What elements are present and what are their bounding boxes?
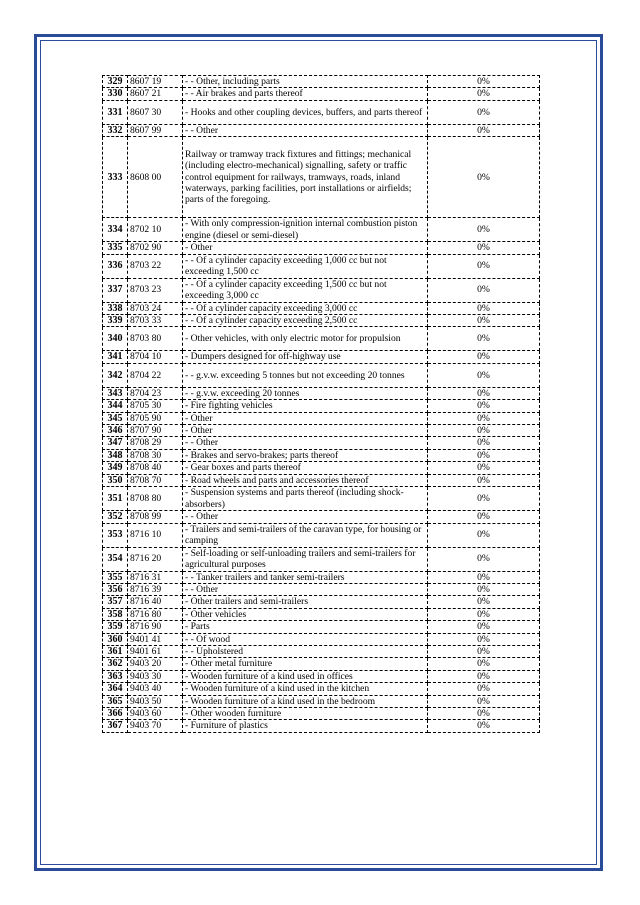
tariff-rate: 0% (428, 583, 540, 595)
row-number: 355 (103, 571, 128, 583)
table-row (103, 449, 540, 461)
row-number: 349 (103, 462, 128, 474)
table-row (103, 76, 540, 88)
goods-description: - - Air brakes and parts thereof (183, 88, 428, 100)
tariff-rate: 0% (428, 76, 540, 88)
row-number: 344 (103, 400, 128, 412)
hs-code: 8703 33 (128, 315, 183, 327)
hs-code: 8708 70 (128, 474, 183, 486)
tariff-rate: 0% (428, 387, 540, 399)
row-number: 334 (103, 218, 128, 242)
goods-description: - - Tanker trailers and tanker semi-trailers (183, 571, 428, 583)
table-row (103, 633, 540, 645)
table-row (103, 695, 540, 707)
goods-description: - Wooden furniture of a kind used in the kitchen (183, 683, 428, 695)
row-number: 350 (103, 474, 128, 486)
goods-description: - Wooden furniture of a kind used in offices (183, 670, 428, 682)
tariff-rate: 0% (428, 351, 540, 363)
hs-code: 8703 22 (128, 254, 183, 278)
row-number: 336 (103, 254, 128, 278)
hs-code: 8708 30 (128, 449, 183, 461)
row-number: 335 (103, 242, 128, 254)
goods-description: - Suspension systems and parts thereof (including shock-absorbers) (183, 487, 428, 511)
row-number: 342 (103, 363, 128, 387)
goods-description: - Other vehicles, with only electric motor for propulsion (183, 327, 428, 351)
tariff-rate: 0% (428, 571, 540, 583)
goods-description: - - Other (183, 583, 428, 595)
tariff-rate: 0% (428, 425, 540, 437)
row-number: 331 (103, 100, 128, 124)
table-row (103, 437, 540, 449)
goods-description: - Other (183, 242, 428, 254)
hs-code: 9403 30 (128, 670, 183, 682)
table-row (103, 487, 540, 511)
tariff-rate: 0% (428, 658, 540, 670)
table-row (103, 315, 540, 327)
row-number: 359 (103, 621, 128, 633)
goods-description: - Other wooden furniture (183, 707, 428, 719)
row-number: 362 (103, 658, 128, 670)
tariff-rate: 0% (428, 511, 540, 523)
goods-description: - - Other (183, 124, 428, 136)
goods-description: - - Of a cylinder capacity exceeding 1,500 cc but not exceeding 3,000 cc (183, 278, 428, 302)
table-row (103, 608, 540, 620)
hs-code: 8704 10 (128, 351, 183, 363)
tariff-rate: 0% (428, 720, 540, 732)
table-row (103, 583, 540, 595)
goods-description: - Gear boxes and parts thereof (183, 462, 428, 474)
goods-description: - - Other (183, 437, 428, 449)
hs-code: 9403 20 (128, 658, 183, 670)
tariff-rate: 0% (428, 670, 540, 682)
goods-description: - Fire fighting vehicles (183, 400, 428, 412)
table-row (103, 658, 540, 670)
goods-description: - - Of a cylinder capacity exceeding 1,000 cc but not exceeding 1,500 cc (183, 254, 428, 278)
row-number: 332 (103, 124, 128, 136)
hs-code: 8708 80 (128, 487, 183, 511)
hs-code: 8704 23 (128, 387, 183, 399)
table-row (103, 137, 540, 218)
table-row (103, 412, 540, 424)
tariff-rate: 0% (428, 547, 540, 571)
table-row (103, 218, 540, 242)
table-row (103, 242, 540, 254)
table-row (103, 387, 540, 399)
hs-code: 8708 40 (128, 462, 183, 474)
tariff-rate: 0% (428, 278, 540, 302)
tariff-rate: 0% (428, 683, 540, 695)
row-number: 360 (103, 633, 128, 645)
row-number: 330 (103, 88, 128, 100)
tariff-rate: 0% (428, 218, 540, 242)
goods-description: - Brakes and servo-brakes; parts thereof (183, 449, 428, 461)
tariff-rate: 0% (428, 242, 540, 254)
row-number: 333 (103, 137, 128, 218)
row-number: 352 (103, 511, 128, 523)
goods-description: - Dumpers designed for off-highway use (183, 351, 428, 363)
table-row (103, 511, 540, 523)
row-number: 329 (103, 76, 128, 88)
table-row (103, 302, 540, 314)
goods-description: - - Upholstered (183, 645, 428, 657)
tariff-rate: 0% (428, 645, 540, 657)
tariff-table-body (103, 76, 540, 733)
goods-description: - With only compression-ignition internal combustion piston engine (diesel or semi-diesel) (183, 218, 428, 242)
table-row (103, 720, 540, 732)
hs-code: 8702 10 (128, 218, 183, 242)
row-number: 345 (103, 412, 128, 424)
goods-description: - - Of a cylinder capacity exceeding 3,000 cc (183, 302, 428, 314)
hs-code: 8716 20 (128, 547, 183, 571)
table-row (103, 621, 540, 633)
tariff-rate: 0% (428, 621, 540, 633)
hs-code: 8716 31 (128, 571, 183, 583)
hs-code: 8607 21 (128, 88, 183, 100)
hs-code: 8716 10 (128, 523, 183, 547)
tariff-rate: 0% (428, 707, 540, 719)
table-row (103, 327, 540, 351)
hs-code: 8607 99 (128, 124, 183, 136)
tariff-rate: 0% (428, 400, 540, 412)
hs-code: 9401 61 (128, 645, 183, 657)
row-number: 354 (103, 547, 128, 571)
row-number: 356 (103, 583, 128, 595)
hs-code: 8703 80 (128, 327, 183, 351)
row-number: 343 (103, 387, 128, 399)
row-number: 366 (103, 707, 128, 719)
table-row (103, 707, 540, 719)
hs-code: 8707 90 (128, 425, 183, 437)
goods-description: - Furniture of plastics (183, 720, 428, 732)
goods-description: - Other trailers and semi-trailers (183, 596, 428, 608)
goods-description: - Other vehicles (183, 608, 428, 620)
table-row (103, 571, 540, 583)
table-row (103, 645, 540, 657)
row-number: 361 (103, 645, 128, 657)
table-row (103, 278, 540, 302)
row-number: 341 (103, 351, 128, 363)
tariff-rate: 0% (428, 474, 540, 486)
tariff-rate: 0% (428, 462, 540, 474)
goods-description: - Hooks and other coupling devices, buffers, and parts thereof (183, 100, 428, 124)
tariff-table (102, 75, 540, 733)
goods-description: - - Other, including parts (183, 76, 428, 88)
hs-code: 8607 19 (128, 76, 183, 88)
hs-code: 8708 99 (128, 511, 183, 523)
table-row (103, 254, 540, 278)
row-number: 339 (103, 315, 128, 327)
goods-description: - Other (183, 412, 428, 424)
hs-code: 9403 50 (128, 695, 183, 707)
table-row (103, 100, 540, 124)
tariff-rate: 0% (428, 449, 540, 461)
tariff-rate: 0% (428, 633, 540, 645)
table-row (103, 474, 540, 486)
row-number: 357 (103, 596, 128, 608)
table-row (103, 683, 540, 695)
goods-description: - - g.v.w. exceeding 20 tonnes (183, 387, 428, 399)
goods-description: - Parts (183, 621, 428, 633)
table-row (103, 425, 540, 437)
hs-code: 9401 41 (128, 633, 183, 645)
table-row (103, 351, 540, 363)
tariff-rate: 0% (428, 88, 540, 100)
tariff-rate: 0% (428, 596, 540, 608)
tariff-rate: 0% (428, 100, 540, 124)
hs-code: 9403 40 (128, 683, 183, 695)
row-number: 363 (103, 670, 128, 682)
table-row (103, 400, 540, 412)
goods-description: - Wooden furniture of a kind used in the bedroom (183, 695, 428, 707)
tariff-rate: 0% (428, 315, 540, 327)
table-row (103, 523, 540, 547)
goods-description: - - Of wood (183, 633, 428, 645)
row-number: 367 (103, 720, 128, 732)
table-row (103, 124, 540, 136)
tariff-rate: 0% (428, 437, 540, 449)
tariff-rate: 0% (428, 487, 540, 511)
row-number: 358 (103, 608, 128, 620)
row-number: 351 (103, 487, 128, 511)
row-number: 353 (103, 523, 128, 547)
row-number: 364 (103, 683, 128, 695)
tariff-rate: 0% (428, 695, 540, 707)
goods-description: - Other metal furniture (183, 658, 428, 670)
hs-code: 8704 22 (128, 363, 183, 387)
table-row (103, 670, 540, 682)
row-number: 337 (103, 278, 128, 302)
tariff-rate: 0% (428, 302, 540, 314)
tariff-rate: 0% (428, 523, 540, 547)
table-row (103, 462, 540, 474)
row-number: 365 (103, 695, 128, 707)
table-row (103, 596, 540, 608)
goods-description: - Other (183, 425, 428, 437)
goods-description: - Self-loading or self-unloading trailers and semi-trailers for agricultural purposes (183, 547, 428, 571)
goods-description: - Road wheels and parts and accessories thereof (183, 474, 428, 486)
table-row (103, 363, 540, 387)
hs-code: 9403 60 (128, 707, 183, 719)
hs-code: 8716 39 (128, 583, 183, 595)
hs-code: 8705 30 (128, 400, 183, 412)
hs-code: 8702 90 (128, 242, 183, 254)
row-number: 347 (103, 437, 128, 449)
hs-code: 8703 24 (128, 302, 183, 314)
goods-description: - - Other (183, 511, 428, 523)
hs-code: 8716 80 (128, 608, 183, 620)
hs-code: 8608 00 (128, 137, 183, 218)
tariff-rate: 0% (428, 412, 540, 424)
tariff-rate: 0% (428, 124, 540, 136)
row-number: 346 (103, 425, 128, 437)
table-row (103, 88, 540, 100)
goods-description: Railway or tramway track fixtures and fittings; mechanical (including electro-mechanical) signalling, safety or traffic control equipment for railways, tramways, roads, inland waterways, parking facilities, port installations or airfields; parts of the foregoing. (183, 137, 428, 218)
table-row (103, 547, 540, 571)
tariff-rate: 0% (428, 608, 540, 620)
tariff-rate: 0% (428, 137, 540, 218)
hs-code: 9403 70 (128, 720, 183, 732)
row-number: 338 (103, 302, 128, 314)
hs-code: 8705 90 (128, 412, 183, 424)
row-number: 340 (103, 327, 128, 351)
hs-code: 8716 40 (128, 596, 183, 608)
goods-description: - - g.v.w. exceeding 5 tonnes but not exceeding 20 tonnes (183, 363, 428, 387)
goods-description: - Trailers and semi-trailers of the caravan type, for housing or camping (183, 523, 428, 547)
hs-code: 8716 90 (128, 621, 183, 633)
hs-code: 8607 30 (128, 100, 183, 124)
hs-code: 8708 29 (128, 437, 183, 449)
hs-code: 8703 23 (128, 278, 183, 302)
tariff-rate: 0% (428, 254, 540, 278)
tariff-rate: 0% (428, 363, 540, 387)
goods-description: - - Of a cylinder capacity exceeding 2,500 cc (183, 315, 428, 327)
tariff-rate: 0% (428, 327, 540, 351)
row-number: 348 (103, 449, 128, 461)
